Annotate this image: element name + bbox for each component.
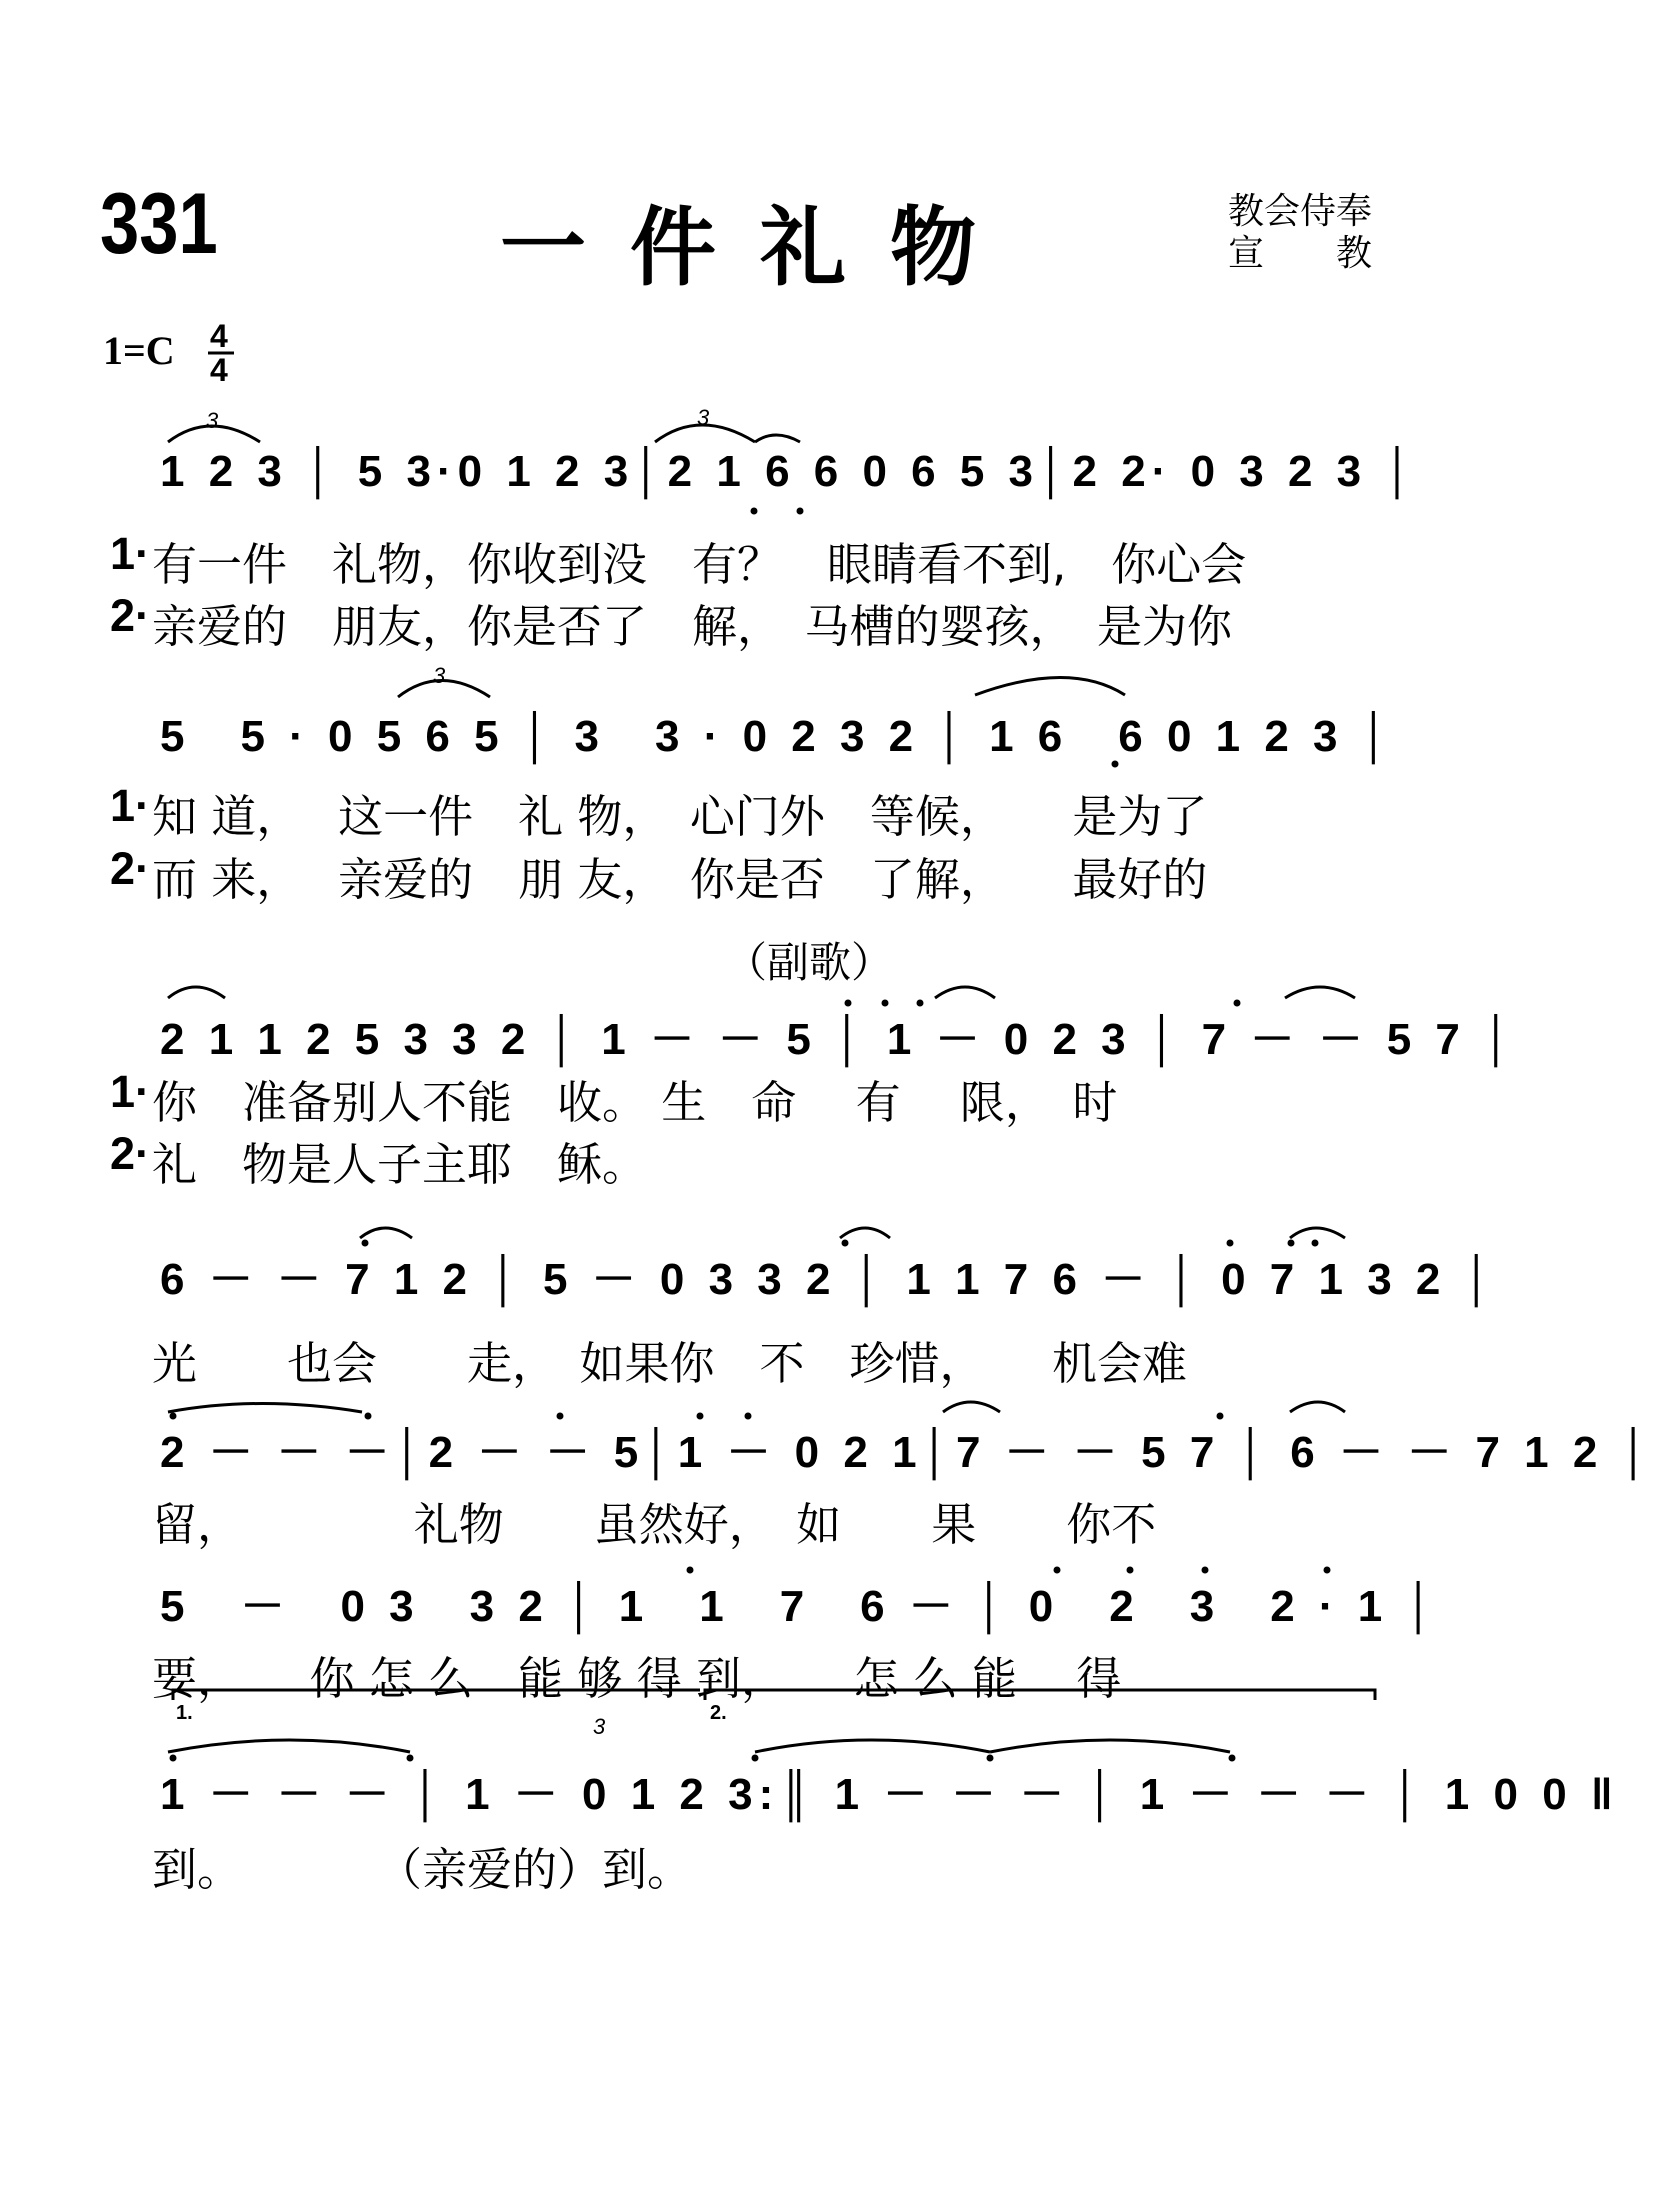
verse-1-mark: 1· (110, 528, 151, 579)
credit-line-2: 宣 教 (1228, 233, 1373, 274)
high-octave-dot (1202, 1567, 1209, 1574)
slur-mark (168, 987, 225, 998)
hymn-title: 一件礼物 (500, 198, 1020, 298)
verse-1-mark: 1· (110, 1066, 151, 1117)
lyrics-line-1-v1: 有一件 礼物，你收到没 有？ 眼睛看不到, 你心会 (152, 538, 1247, 591)
slur-mark (943, 1402, 1000, 1412)
music-line-6: 5 － 0 3 3 2 │ 1 1 7 6 － │ 0 2 3 2 · 1 │ (160, 1582, 1440, 1631)
slur-mark (360, 1228, 412, 1238)
verse-2-mark: 2· (110, 843, 151, 894)
tuplet-mark: 3 (697, 405, 710, 430)
high-octave-dot (1217, 1413, 1224, 1420)
time-signature-top: 4 (210, 318, 228, 354)
high-octave-dot (882, 1000, 889, 1007)
first-ending-label: 1. (176, 1702, 193, 1724)
hymn-number: 331 (100, 176, 218, 272)
high-octave-dot (845, 1000, 852, 1007)
chorus-label: （副歌） (725, 938, 894, 987)
high-octave-dot (1312, 1240, 1319, 1247)
verse-2-mark: 2· (110, 1128, 151, 1179)
high-octave-dot (557, 1413, 564, 1420)
slur-mark (975, 678, 1125, 696)
high-octave-dot (842, 1240, 849, 1247)
slur-mark (990, 1740, 1230, 1752)
second-ending-label: 2. (710, 1702, 727, 1724)
tuplet-mark: 3 (593, 1714, 606, 1739)
lyrics-line-5: 留， 礼物 虽然好， 如 果 你不 (152, 1498, 1157, 1551)
slur-mark (168, 1404, 362, 1413)
music-line-7: 1 － － － │ 1 － 0 1 2 3:║ 1 － － － │ 1 － － － │ 1 0 0 ‖ (160, 1770, 1619, 1819)
high-octave-dot (1227, 1240, 1234, 1247)
lyrics-line-6: 要， 你 怎 么 能 够 得 到， 怎 么 能 得 (152, 1652, 1122, 1705)
verse-1-mark: 1· (110, 780, 151, 831)
high-octave-dot (917, 1000, 924, 1007)
slur-mark (168, 1740, 410, 1752)
music-line-3: 2 1 1 2 5 3 3 2 │ 1 － － 5 │ 1 － 0 2 3 │ 7 － － 5 7 │ (160, 1015, 1518, 1064)
lyrics-line-2-v2: 而 来， 亲爱的 朋 友， 你是否 了解， 最好的 (152, 853, 1208, 906)
high-octave-dot (1288, 1240, 1295, 1247)
high-octave-dot (1127, 1567, 1134, 1574)
low-octave-dot (1112, 761, 1119, 768)
slur-mark (1285, 987, 1355, 998)
high-octave-dot (752, 1755, 759, 1762)
high-octave-dot (362, 1240, 369, 1247)
high-octave-dot (745, 1413, 752, 1420)
low-octave-dot (751, 508, 758, 515)
tuplet-mark: 3 (433, 663, 446, 688)
music-line-2: 5 5 · 0 5 6 5 │ 3 3 · 0 2 3 2 │ 1 6 6 0 1 2 3 │ (160, 712, 1396, 761)
time-signature-bottom: 4 (210, 352, 228, 388)
music-line-1: 1 2 3 │ 5 3·0 1 2 3│2 1 6 6 0 6 5 3│2 2· 0 3 2 3 │ (160, 447, 1419, 496)
high-octave-dot (987, 1755, 994, 1762)
low-octave-dot (797, 508, 804, 515)
high-octave-dot (170, 1413, 177, 1420)
lyrics-line-7: 到。 （亲爱的）到。 (152, 1843, 693, 1896)
second-ending-bracket (705, 1690, 1375, 1700)
high-octave-dot (365, 1413, 372, 1420)
slur-mark (1290, 1402, 1345, 1412)
credit-line-1: 教会侍奉 (1228, 191, 1373, 232)
lyrics-line-1-v2: 亲爱的 朋友，你是否了 解， 马槽的婴孩， 是为你 (152, 600, 1233, 653)
music-line-5: 2 － － －│2 － － 5│1 － 0 2 1│7 － － 5 7 │ 6 － － 7 1 2 │ (160, 1428, 1655, 1477)
lyrics-line-2-v1: 知 道， 这一件 礼 物， 心门外 等候， 是为了 (152, 790, 1208, 843)
music-line-4: 6 － － 7 1 2 │ 5 － 0 3 3 2 │ 1 1 7 6 － │ 0 7 1 3 2 │ (160, 1255, 1499, 1304)
slur-mark (840, 1228, 890, 1238)
high-octave-dot (407, 1755, 414, 1762)
high-octave-dot (170, 1755, 177, 1762)
high-octave-dot (1324, 1567, 1331, 1574)
lyrics-line-4: 光 也会 走， 如果你 不 珍惜， 机会难 (152, 1337, 1188, 1390)
slur-mark (1290, 1228, 1345, 1238)
key-signature: 1=C (103, 328, 175, 373)
verse-2-mark: 2· (110, 590, 151, 641)
high-octave-dot (1054, 1567, 1061, 1574)
slur-mark (755, 1740, 990, 1752)
high-octave-dot (687, 1567, 694, 1574)
slur-mark (755, 435, 800, 442)
lyrics-line-3-v1: 你 准备别人不能 收。 生 命 有 限， 时 (152, 1076, 1118, 1129)
high-octave-dot (1234, 1000, 1241, 1007)
lyrics-line-3-v2: 礼 物是人子主耶 稣。 (152, 1138, 648, 1191)
tuplet-mark: 3 (206, 408, 219, 433)
first-ending-bracket (173, 1690, 700, 1700)
slur-mark (935, 987, 995, 998)
high-octave-dot (697, 1413, 704, 1420)
high-octave-dot (1229, 1755, 1236, 1762)
